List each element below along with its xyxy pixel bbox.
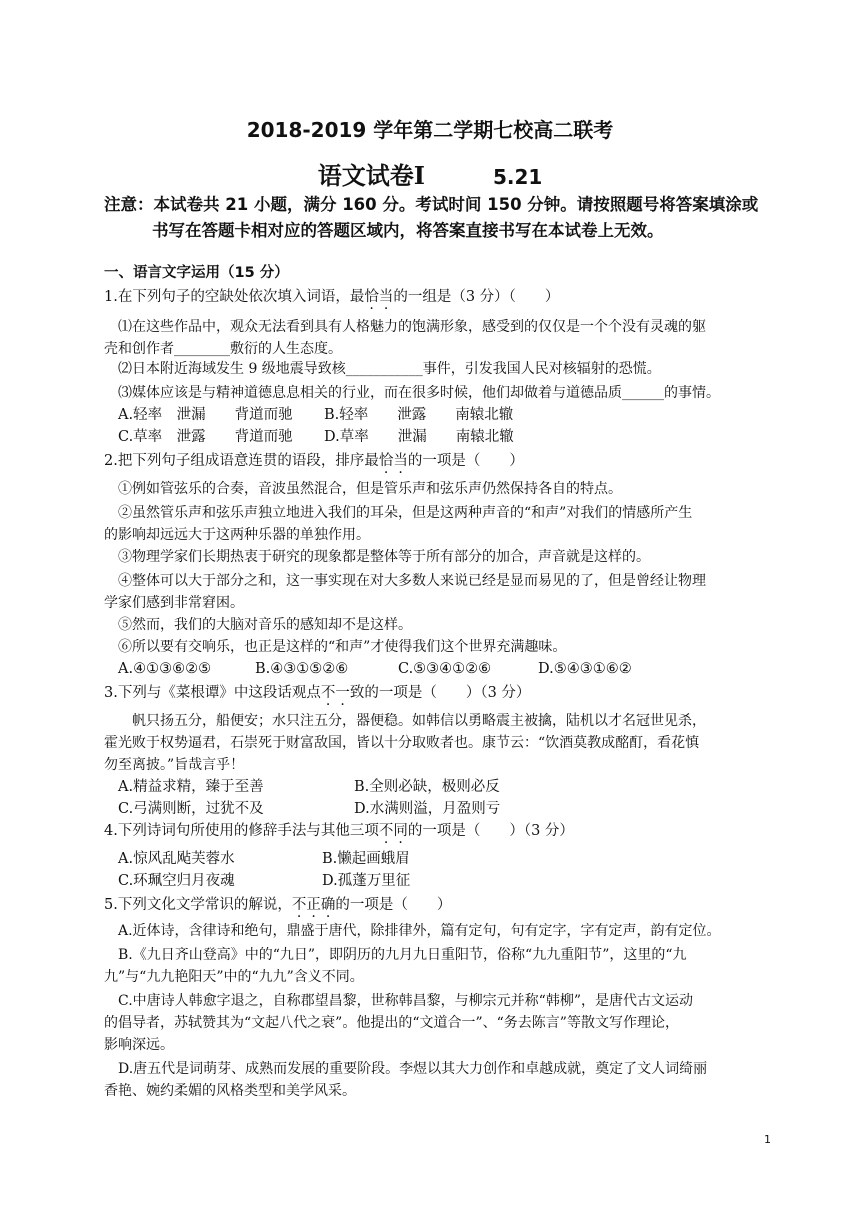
q2-sentence-5: ⑤然而，我们的大脑对音乐的感知却不是这样。 — [118, 617, 412, 633]
q3-option-c: C.弓满则断，过犹不及 — [118, 801, 264, 817]
q4-option-a: A.惊风乱飐芙蓉水 — [118, 851, 235, 867]
emphasis-char: 当 — [393, 453, 408, 469]
q3-option-d: D.水满则溢，月盈则亏 — [354, 801, 501, 817]
question-5-stem-text: 5.下列文化文学常识的解说， — [104, 897, 292, 913]
q2-sentence-4-cont: 学家们感到非常窘困。 — [104, 595, 244, 611]
q5-option-d-cont: 香艳、婉约柔媚的风格类型和美学风采。 — [104, 1083, 356, 1099]
question-1-stem-text: 1.在下列句子的空缺处依次填入词语，最 — [104, 289, 365, 305]
question-5-stem — [104, 894, 451, 916]
q4-option-d: D.孤蓬万里征 — [322, 873, 411, 889]
q2-sentence-2: ②虽然管乐声和弦乐声独立地进入我们的耳朵，但是这两种声音的“和声”对我们的情感所产生 — [118, 505, 693, 521]
page-number: 1 — [764, 1133, 771, 1146]
q1-sentence-2: ⑵日本附近海域发生 9 级地震导致核___________事件，引发我国人民对核辐射的恐慌。 — [118, 361, 661, 377]
q2-sentence-6: ⑥所以要有交响乐，也正是这样的“和声”才使得我们这个世界充满趣味。 — [118, 639, 567, 655]
notice-line-1: 注意：本试卷共 21 小题，满分 160 分。考试时间 150 分钟。请按照题号将答案填涂或 — [104, 195, 759, 214]
q2-sentence-3: ③物理学家们长期热衷于研究的现象都是整体等于所有部分的加合，声音就是这样的。 — [118, 549, 650, 565]
q2-option-c: C.⑤③④①②⑥ — [398, 661, 492, 677]
emphasis-char: 不 — [378, 823, 394, 839]
exam-title: 2018-2019 学年第二学期七校高二联考 — [246, 118, 614, 142]
question-3-stem-text: 3.下列与《菜根谭》中这段话观点 — [104, 685, 321, 701]
emphasis-char: 正 — [306, 897, 321, 913]
emphasis-char: 同 — [393, 823, 408, 839]
question-5-stem-tail: 的一项是（ ） — [335, 897, 452, 913]
question-4-stem-text: 4.下列诗词句所使用的修辞手法与其他三项 — [104, 823, 379, 839]
question-2-stem-tail: 的一项是（ ） — [407, 453, 524, 469]
q5-option-b: B.《九日齐山登高》中的“九日”，即阴历的九月九日重阳节，俗称“九九重阳节”，这里的“九 — [118, 947, 687, 963]
q5-option-a: A.近体诗，含律诗和绝句，鼎盛于唐代，除排律外，篇有定句，句有定字，字有定声，韵有定位。 — [118, 923, 721, 939]
q4-option-b: B.懒起画蛾眉 — [322, 851, 410, 867]
q1-option-b: B.轻率 泄露 南辕北辙 — [324, 407, 514, 423]
emphasis-char: 确 — [320, 897, 336, 913]
q2-option-b: B.④③①⑤②⑥ — [255, 661, 349, 677]
q1-sentence-3: ⑶媒体应该是与精神道德息息相关的行业，而在很多时候，他们却做着与道德品质______的事情。 — [118, 385, 720, 401]
q5-option-b-cont: 九”与“九九艳阳天”中的“九九”含义不同。 — [104, 969, 364, 985]
emphasis-char: 不 — [291, 897, 307, 913]
question-1-stem-tail: 的一组是（3 分）（ ） — [393, 289, 560, 305]
question-3-stem — [104, 682, 530, 704]
notice-line-2: 书写在答题卡相对应的答题区域内，将答案直接书写在本试卷上无效。 — [152, 221, 664, 240]
q1-sentence-1: ⑴在这些作品中，观众无法看到具有人格魅力的饱满形象，感受到的仅仅是一个个没有灵魂的躯 — [118, 319, 706, 335]
subject-title: 语文试卷Ⅰ — [317, 161, 425, 190]
q3-passage-line-1: 帆只扬五分，船便安；水只注五分，器便稳。如韩信以勇略震主被擒，陆机以才名冠世见杀， — [132, 713, 706, 729]
q2-sentence-2-cont: 的影响却远远大于这两种乐器的单独作用。 — [104, 527, 370, 543]
exam-subtitle — [0, 156, 860, 191]
q1-option-c: C.草率 泄露 背道而驰 — [118, 429, 293, 445]
q2-option-a: A.④①③⑥②⑤ — [118, 661, 212, 677]
emphasis-char: 恰 — [378, 453, 394, 469]
question-2-stem-text: 2.把下列句子组成语意连贯的语段，排序最 — [104, 453, 379, 469]
question-3-stem-tail: 致的一项是（ ）（3 分） — [349, 685, 531, 701]
q2-option-d: D.⑤④③①⑥② — [538, 661, 632, 677]
question-4-stem-tail: 的一项是（ ）（3 分） — [407, 823, 574, 839]
q1-option-d: D.草率 泄漏 南辕北辙 — [324, 429, 514, 445]
q5-option-d: D.唐五代是词萌芽、成熟而发展的重要阶段。李煜以其大力创作和卓越成就，奠定了文人词绮丽 — [118, 1061, 708, 1077]
q1-sentence-1-cont: 壳和创作者________敷衍的人生态度。 — [104, 341, 342, 357]
emphasis-char: 一 — [335, 685, 350, 701]
question-4-stem — [104, 820, 574, 842]
emphasis-char: 恰 — [364, 289, 379, 305]
q5-option-c-cont-1: 的倡导者，苏轼赞其为“文起八代之衰”。他提出的“文道合一”、“务去陈言”等散文写作理论， — [104, 1015, 679, 1031]
q3-option-a: A.精益求精，臻于至善 — [118, 779, 264, 795]
emphasis-char: 不 — [320, 685, 336, 701]
q5-option-c-cont-2: 影响深远。 — [104, 1037, 174, 1053]
q3-passage-line-3: 勿至离披。”旨哉言乎！ — [104, 757, 245, 773]
q3-passage-line-2: 霍光败于权势逼君，石崇死于财富敌国，皆以十分取败者也。康节云：“饮酒莫教成酩酊，看花慎 — [104, 735, 700, 751]
emphasis-char: 当 — [378, 289, 394, 305]
q5-option-c: C.中唐诗人韩愈字退之，自称郡望昌黎，世称韩昌黎，与柳宗元并称“韩柳”，是唐代古文运动 — [118, 993, 693, 1009]
question-1-stem — [104, 286, 559, 308]
question-2-stem — [104, 450, 524, 472]
q2-sentence-1: ①例如管弦乐的合奏，音波虽然混合，但是管乐声和弦乐声仍然保持各自的特点。 — [118, 481, 622, 497]
q4-option-c: C.环珮空归月夜魂 — [118, 873, 235, 889]
q3-option-b: B.全则必缺，极则必反 — [354, 779, 500, 795]
section-heading: 一、语言文字运用（15 分） — [104, 265, 289, 281]
exam-date: 5.21 — [492, 165, 543, 189]
q1-option-a: A.轻率 泄漏 背道而驰 — [118, 407, 293, 423]
q2-sentence-4: ④整体可以大于部分之和，这一事实现在对大多数人来说已经是显而易见的了，但是曾经让物理 — [118, 573, 706, 589]
